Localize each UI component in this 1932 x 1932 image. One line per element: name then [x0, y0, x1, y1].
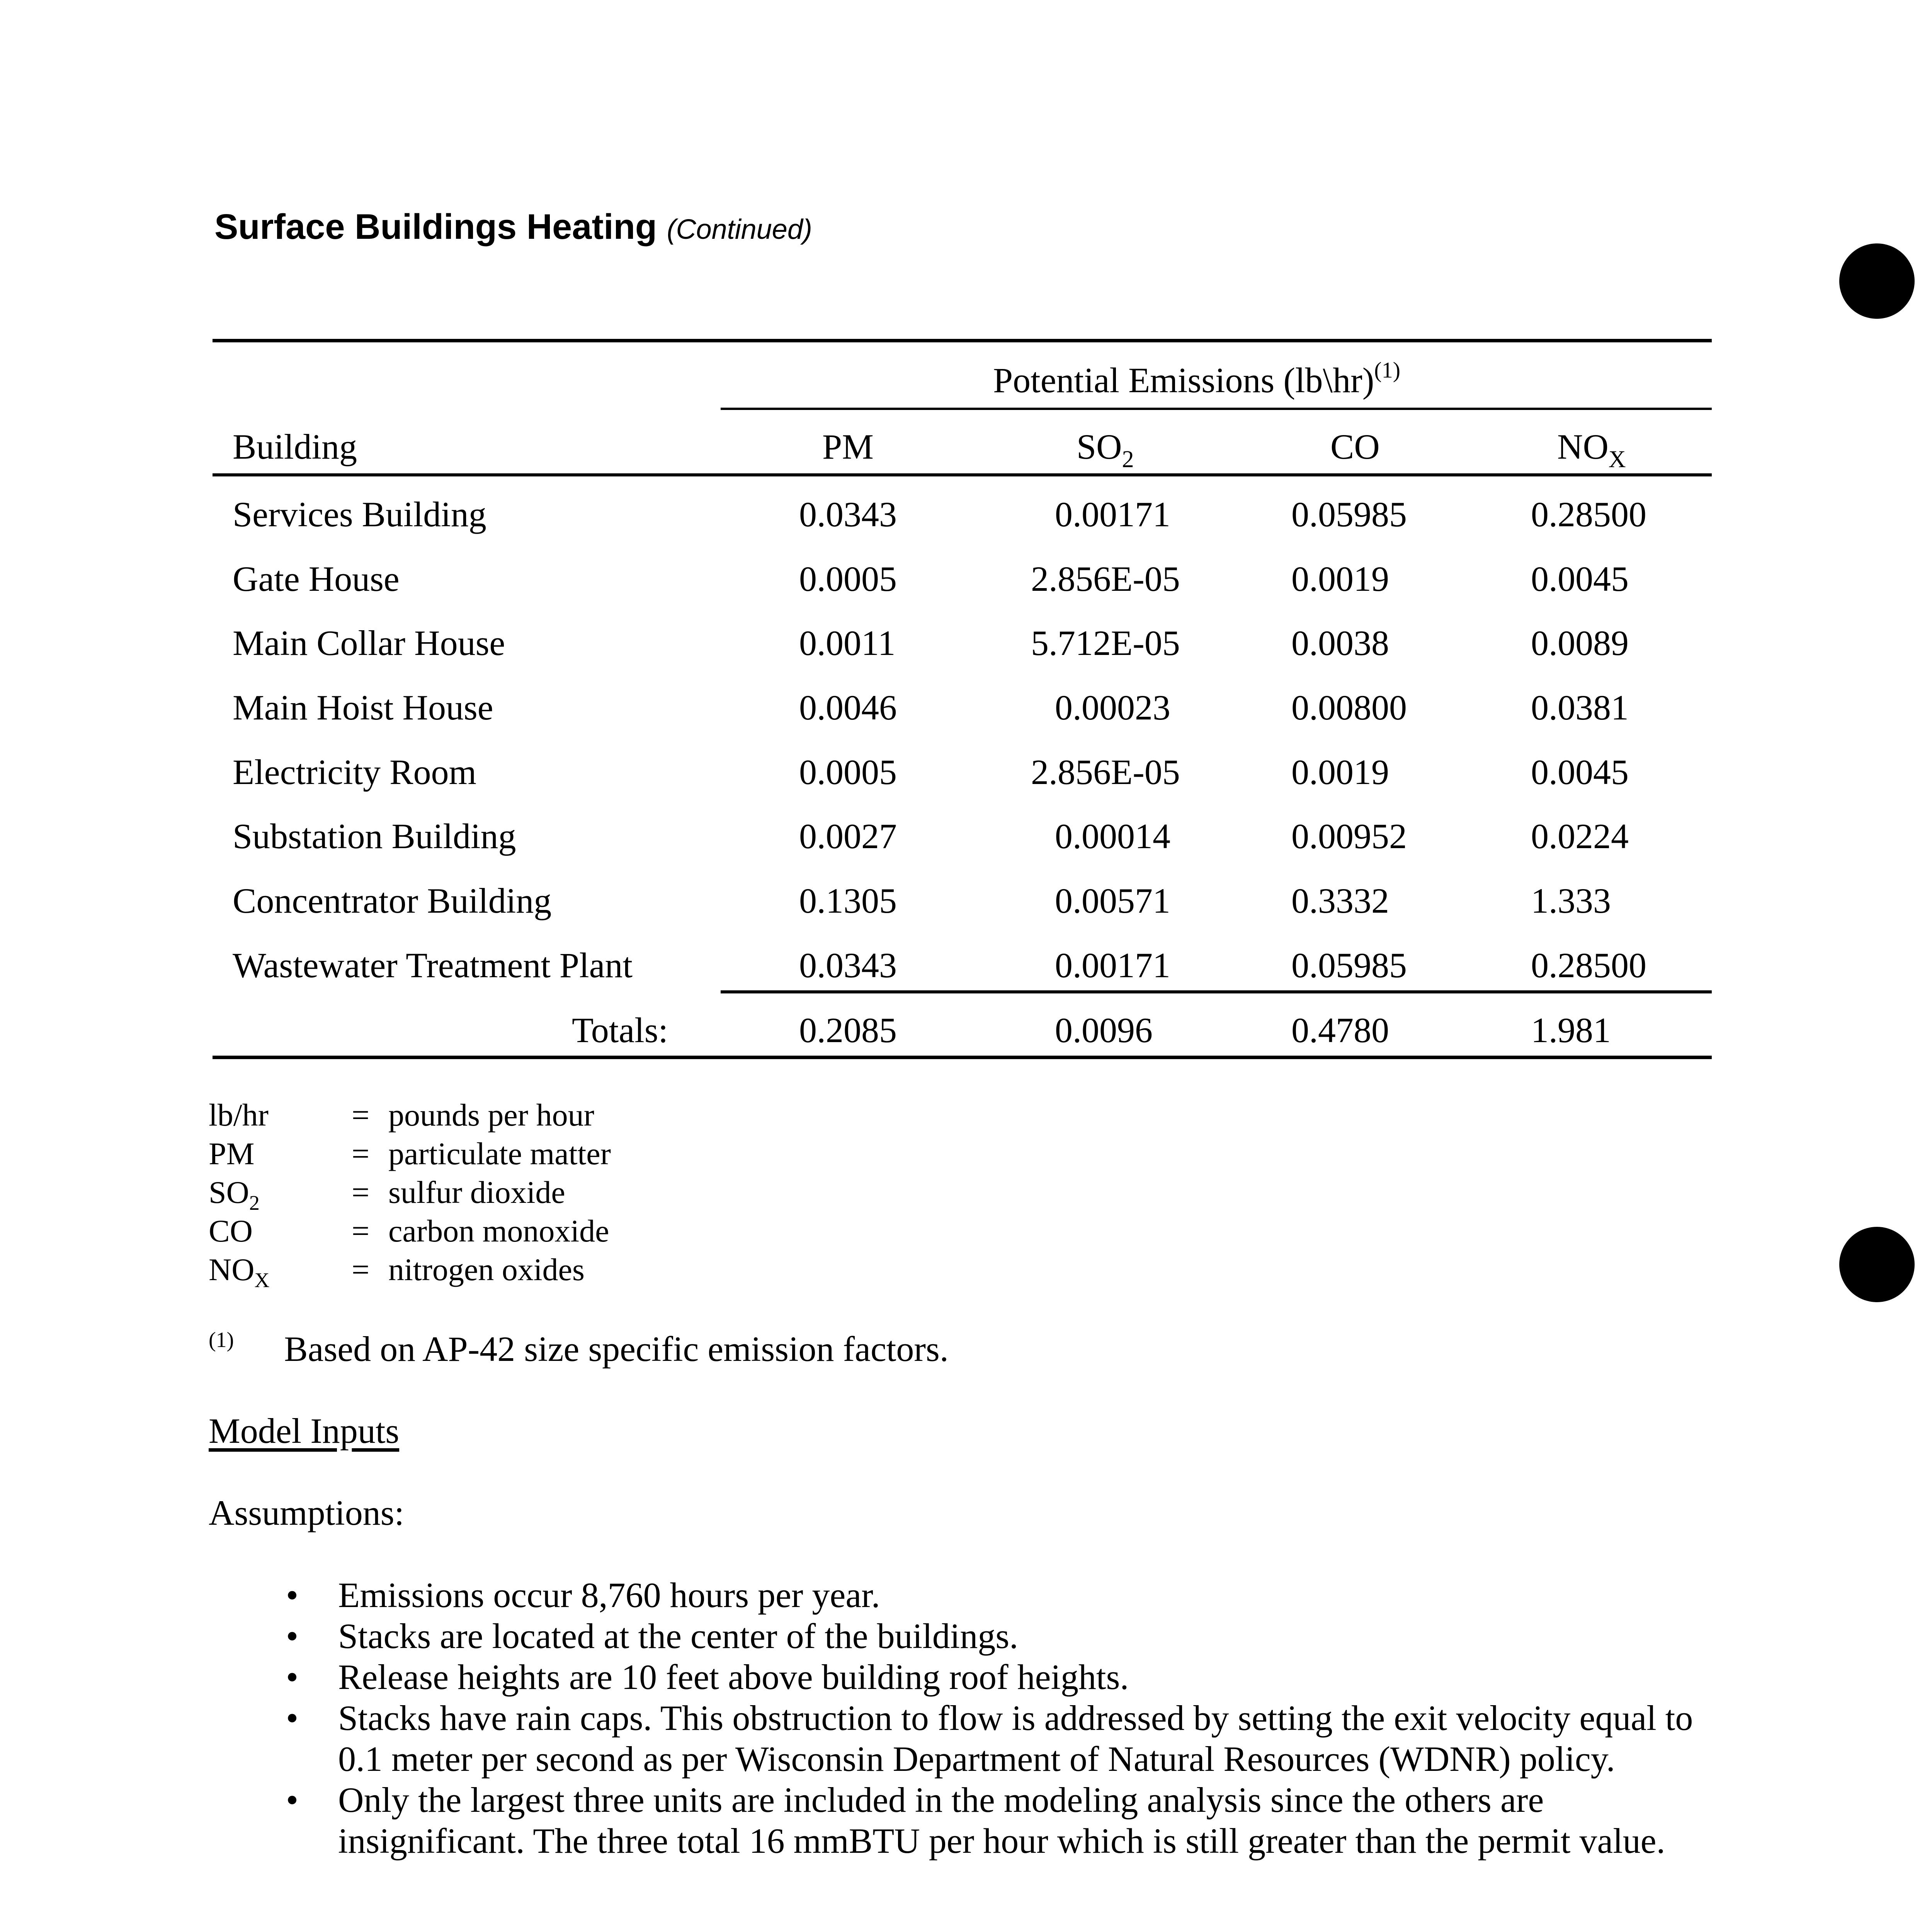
binder-hole-top — [1839, 243, 1915, 319]
row-8-co: 0.05985 — [1291, 946, 1407, 985]
totals-so2: 0.0096 — [1055, 1010, 1153, 1050]
row-6-co: 0.00952 — [1291, 816, 1407, 856]
header-nox-base: NO — [1557, 427, 1609, 466]
legend-desc-lbhr: pounds per hour — [388, 1097, 594, 1133]
row-4-so2: 0.00023 — [1055, 688, 1170, 727]
row-2-pm: 0.0005 — [799, 559, 897, 599]
row-2-building: Gate House — [233, 559, 400, 599]
row-1-nox: 0.28500 — [1531, 495, 1646, 534]
row-3-co: 0.0038 — [1291, 623, 1389, 663]
legend-desc-co: carbon monoxide — [388, 1213, 609, 1248]
legend-eq-so2: = — [352, 1175, 370, 1210]
row-5-building: Electricity Room — [233, 752, 477, 792]
row-5-nox: 0.0045 — [1531, 752, 1629, 792]
row-6-nox: 0.0224 — [1531, 816, 1629, 856]
row-8-building: Wastewater Treatment Plant — [233, 946, 633, 985]
assumptions-label: Assumptions: — [209, 1493, 405, 1532]
legend-eq-nox: = — [352, 1252, 370, 1287]
legend-abbr-lbhr: lb/hr — [209, 1097, 269, 1133]
row-1-so2: 0.00171 — [1055, 495, 1170, 534]
table-bottom-rule — [213, 1056, 1712, 1059]
header-so2 — [1077, 427, 1134, 473]
row-4-co: 0.00800 — [1291, 688, 1407, 727]
footnote — [209, 1328, 949, 1369]
row-1-building: Services Building — [233, 495, 486, 534]
row-8-so2: 0.00171 — [1055, 946, 1170, 985]
assumption-item-4: • Stacks have rain caps. This obstruction to flow is addressed by setting the exit velocity equal to 0.1 meter per second as per Wisconsin Department of Natural Resources (WDNR) policy. — [278, 1697, 1708, 1779]
row-7-pm: 0.1305 — [799, 881, 897, 920]
page-title — [214, 207, 812, 247]
header-building: Building — [233, 427, 357, 466]
assumption-item-3: • Release heights are 10 feet above building roof heights. — [278, 1656, 1708, 1697]
row-4-building: Main Hoist House — [233, 688, 493, 727]
legend-desc-pm: particulate matter — [388, 1136, 611, 1171]
page-title-suffix: (Continued) — [667, 214, 812, 245]
row-5-so2: 2.856E-05 — [1031, 752, 1180, 792]
legend-abbr-nox — [209, 1252, 270, 1292]
row-3-building: Main Collar House — [233, 623, 505, 663]
totals-nox: 1.981 — [1531, 1010, 1611, 1050]
header-bottom-rule — [213, 473, 1712, 476]
row-8-nox: 0.28500 — [1531, 946, 1646, 985]
row-1-pm: 0.0343 — [799, 495, 897, 534]
legend-nox-base: NO — [209, 1252, 255, 1287]
row-2-co: 0.0019 — [1291, 559, 1389, 599]
row-7-so2: 0.00571 — [1055, 881, 1170, 920]
legend-eq-co: = — [352, 1213, 370, 1248]
model-inputs-heading: Model Inputs — [209, 1411, 400, 1451]
legend-desc-so2: sulfur dioxide — [388, 1175, 565, 1210]
legend-abbr-co: CO — [209, 1213, 253, 1248]
header-co: CO — [1330, 427, 1380, 466]
row-7-nox: 1.333 — [1531, 881, 1611, 920]
header-so2-sub: 2 — [1122, 446, 1134, 473]
legend-abbr-so2 — [209, 1175, 260, 1214]
legend-so2-base: SO — [209, 1175, 249, 1210]
row-4-nox: 0.0381 — [1531, 688, 1629, 727]
row-4-pm: 0.0046 — [799, 688, 897, 727]
legend-nox-sub: X — [254, 1269, 270, 1292]
row-6-pm: 0.0027 — [799, 816, 897, 856]
legend-so2-sub: 2 — [249, 1191, 260, 1214]
row-5-pm: 0.0005 — [799, 752, 897, 792]
header-pm: PM — [822, 427, 874, 466]
row-1-co: 0.05985 — [1291, 495, 1407, 534]
binder-hole-middle — [1839, 1227, 1915, 1302]
footnote-mark: (1) — [209, 1328, 234, 1352]
legend-desc-nox: nitrogen oxides — [388, 1252, 585, 1287]
footnote-text: Based on AP-42 size specific emission factors. — [284, 1329, 949, 1369]
totals-label: Totals: — [572, 1010, 668, 1050]
row-3-so2: 5.712E-05 — [1031, 623, 1180, 663]
row-8-pm: 0.0343 — [799, 946, 897, 985]
group-header-rule — [721, 408, 1712, 410]
group-header-note: (1) — [1374, 357, 1401, 383]
legend-eq-lbhr: = — [352, 1097, 370, 1133]
header-nox-sub: X — [1608, 446, 1626, 473]
table-top-rule — [213, 339, 1712, 342]
row-3-pm: 0.0011 — [799, 623, 896, 663]
row-6-building: Substation Building — [233, 816, 516, 856]
row-7-building: Concentrator Building — [233, 881, 552, 920]
row-5-co: 0.0019 — [1291, 752, 1389, 792]
assumption-item-1: • Emissions occur 8,760 hours per year. — [278, 1575, 1708, 1616]
row-6-so2: 0.00014 — [1055, 816, 1170, 856]
assumption-item-5: • Only the largest three units are included in the modeling analysis since the others are insignificant. The three total 16 mmBTU per hour which is still greater than the permit value. — [278, 1779, 1708, 1861]
totals-top-rule — [721, 990, 1712, 993]
legend-abbr-pm: PM — [209, 1136, 255, 1171]
row-3-nox: 0.0089 — [1531, 623, 1629, 663]
assumptions-list — [278, 1575, 1708, 1861]
row-7-co: 0.3332 — [1291, 881, 1389, 920]
header-so2-base: SO — [1077, 427, 1122, 466]
header-nox — [1557, 427, 1626, 473]
totals-pm: 0.2085 — [799, 1010, 897, 1050]
assumption-item-2: • Stacks are located at the center of the buildings. — [278, 1616, 1708, 1656]
legend-eq-pm: = — [352, 1136, 370, 1171]
row-2-nox: 0.0045 — [1531, 559, 1629, 599]
group-header-text: Potential Emissions (lb\hr) — [993, 361, 1374, 400]
page-title-text: Surface Buildings Heating — [214, 207, 657, 247]
group-header — [993, 357, 1401, 400]
totals-co: 0.4780 — [1291, 1010, 1389, 1050]
row-2-so2: 2.856E-05 — [1031, 559, 1180, 599]
